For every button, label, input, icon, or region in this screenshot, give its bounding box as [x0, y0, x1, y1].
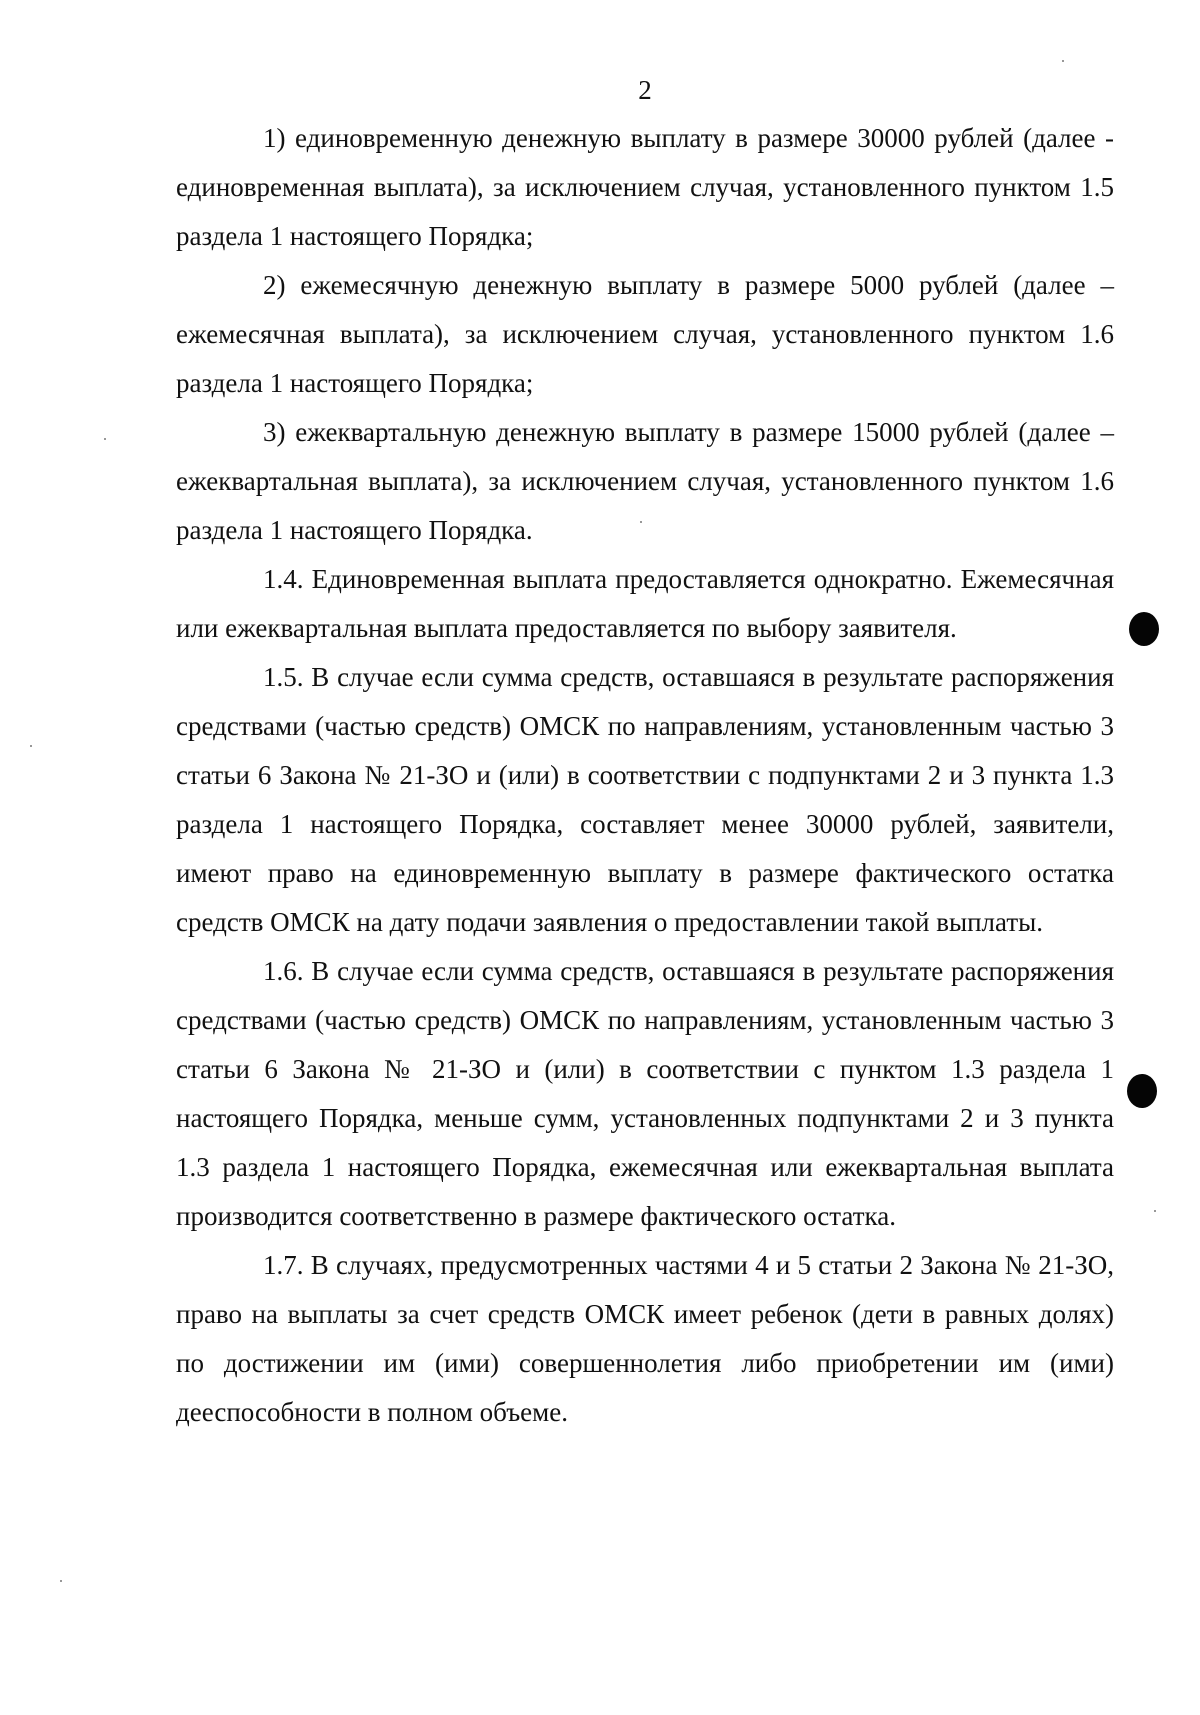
paragraph-item-1: 1) единовременную денежную выплату в размере 30000 рублей (далее - единовременная выплата), за исключением случая, установленного пунктом 1.5 раздела 1 настоящего Порядка;: [176, 123, 1114, 251]
punch-hole-mark: [1129, 612, 1159, 646]
scan-speck: [1062, 60, 1064, 62]
paragraph-item-2: 2) ежемесячную денежную выплату в размере 5000 рублей (далее – ежемесячная выплата), за исключением случая, установленного пунктом 1.6 раздела 1 настоящего Порядка;: [176, 270, 1114, 398]
scan-speck: [1154, 1210, 1156, 1212]
paragraph-item-3: 3) ежеквартальную денежную выплату в размере 15000 рублей (далее – ежеквартальная выплата), за исключением случая, установленного пунктом 1.6 раздела 1 настоящего Порядка.: [176, 417, 1114, 545]
paragraph-1-5: 1.5. В случае если сумма средств, оставшаяся в результате распоряжения средствами (частью средств) ОМСК по направлениям, установленным частью 3 статьи 6 Закона № 21-ЗО и (или) в соответствии с подпунктами 2 и 3 пункта 1.3 раздела 1 настоящего Порядка, составляет менее 30000 рублей, заявители, имеют право на единовременную выплату в размере фактического остатка средств ОМСК на дату подачи заявления о предоставлении такой выплаты.: [176, 662, 1114, 937]
scan-speck: [104, 438, 106, 440]
scan-speck: [640, 521, 642, 523]
scan-speck: [60, 1580, 62, 1582]
paragraph-1-4: 1.4. Единовременная выплата предоставляется однократно. Ежемесячная или ежеквартальная выплата предоставляется по выбору заявителя.: [176, 564, 1114, 643]
scan-speck: [30, 745, 32, 747]
page-number: 2: [638, 75, 652, 105]
paragraph-1-7: 1.7. В случаях, предусмотренных частями 4 и 5 статьи 2 Закона № 21-ЗО, право на выплаты за счет средств ОМСК имеет ребенок (дети в равных долях) по достижении им (ими) совершеннолетия либо приобретении им (ими) дееспособности в полном объеме.: [176, 1250, 1114, 1427]
punch-hole-mark: [1127, 1074, 1157, 1108]
paragraph-1-6: 1.6. В случае если сумма средств, оставшаяся в результате распоряжения средствами (частью средств) ОМСК по направлениям, установленным частью 3 статьи 6 Закона № 21-ЗО и (или) в соответствии с пунктом 1.3 раздела 1 настоящего Порядка, меньше сумм, установленных подпунктами 2 и 3 пункта 1.3 раздела 1 настоящего Порядка, ежемесячная или ежеквартальная выплата производится соответственно в размере фактического остатка.: [176, 956, 1114, 1231]
document-body: [176, 114, 1114, 1437]
